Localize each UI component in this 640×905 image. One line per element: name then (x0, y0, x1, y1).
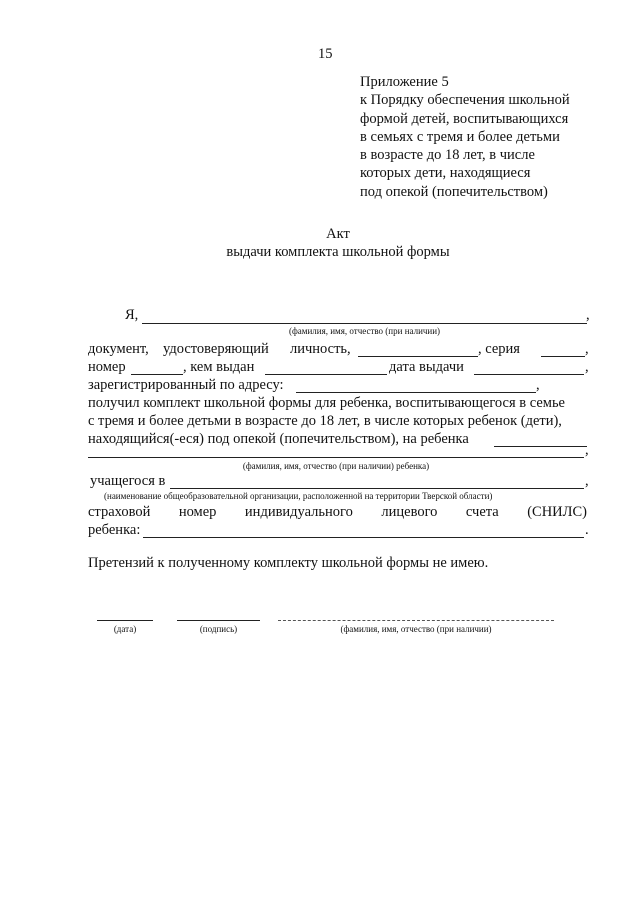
title-subtitle: выдачи комплекта школьной формы (226, 244, 450, 260)
school-caption: (наименование общеобразовательной организации, расположенной на территории Тверской области) (104, 491, 493, 501)
data-vydachi-field[interactable] (474, 374, 584, 375)
title-act: Акт (326, 226, 350, 242)
snils-field[interactable] (143, 537, 584, 538)
comma: , (585, 359, 589, 375)
snils-word: счета (465, 504, 499, 520)
snils-word: страховой (88, 504, 151, 520)
doc-word: удостоверяющий (163, 341, 269, 357)
appendix-line: к Порядку обеспечения школьной (360, 92, 570, 109)
comma: , (585, 341, 589, 357)
period: . (585, 522, 589, 538)
fio-caption: (фамилия, имя, отчество (при наличии) (288, 326, 441, 336)
child-fio-caption: (фамилия, имя, отчество (при наличии) ребенка) (242, 461, 430, 471)
school-field[interactable] (170, 488, 584, 489)
document-field[interactable] (358, 356, 478, 357)
comma: , (585, 442, 589, 458)
comma: , (536, 377, 540, 393)
doc-word: личность, (290, 341, 351, 357)
signer-fio-field[interactable] (278, 620, 554, 621)
nomer-field[interactable] (131, 374, 183, 375)
comma: , (585, 473, 589, 489)
kem-vydan-label: , кем выдан (183, 359, 255, 375)
appendix-block (360, 73, 570, 201)
snils-word: (СНИЛС) (527, 504, 587, 520)
seria-label: , серия (478, 341, 520, 357)
received-text-line: с тремя и более детьми в возрасте до 18 лет, в числе которых ребенок (дети), (88, 413, 562, 429)
appendix-line: Приложение 5 (360, 74, 449, 90)
received-text-line: находящийся(-еся) под опекой (попечительством), на ребенка (88, 431, 469, 447)
signature-caption: (подпись) (199, 624, 238, 634)
address-field[interactable] (296, 392, 536, 393)
appendix-line: которых дети, находящиеся (360, 165, 531, 182)
no-claims-text: Претензий к полученному комплекту школьной формы не имею. (88, 555, 489, 571)
seria-field[interactable] (541, 356, 585, 357)
appendix-line: в семьях с тремя и более детьми (360, 128, 560, 145)
signature-field[interactable] (177, 620, 260, 621)
signer-fio-caption: (фамилия, имя, отчество (при наличии) (340, 624, 492, 634)
address-label: зарегистрированный по адресу: (88, 377, 284, 393)
received-text-line: получил комплект школьной формы для ребенка, воспитывающегося в семье (88, 395, 565, 411)
snils-word: индивидуального (244, 504, 353, 520)
data-vydachi-label: дата выдачи (389, 359, 464, 375)
snils-word: номер (178, 504, 217, 520)
date-caption: (дата) (113, 624, 137, 634)
page-number: 15 (318, 46, 333, 62)
doc-word: документ, (88, 341, 149, 357)
ya-label: Я, (125, 307, 139, 323)
child-snils-label: ребенка: (88, 522, 141, 538)
nomer-label: номер (88, 359, 126, 375)
child-field-start[interactable] (494, 446, 587, 447)
date-field[interactable] (97, 620, 153, 621)
child-fio-field[interactable] (88, 457, 584, 458)
appendix-line: формой детей, воспитывающихся (360, 110, 569, 127)
fio-field[interactable] (142, 323, 587, 324)
student-label: учащегося в (90, 473, 166, 489)
appendix-line: в возрасте до 18 лет, в числе (360, 147, 535, 164)
snils-line (88, 503, 587, 521)
appendix-line: под опекой (попечительством) (360, 183, 548, 200)
kem-vydan-field[interactable] (265, 374, 387, 375)
comma: , (586, 307, 590, 323)
snils-word: лицевого (381, 504, 438, 520)
